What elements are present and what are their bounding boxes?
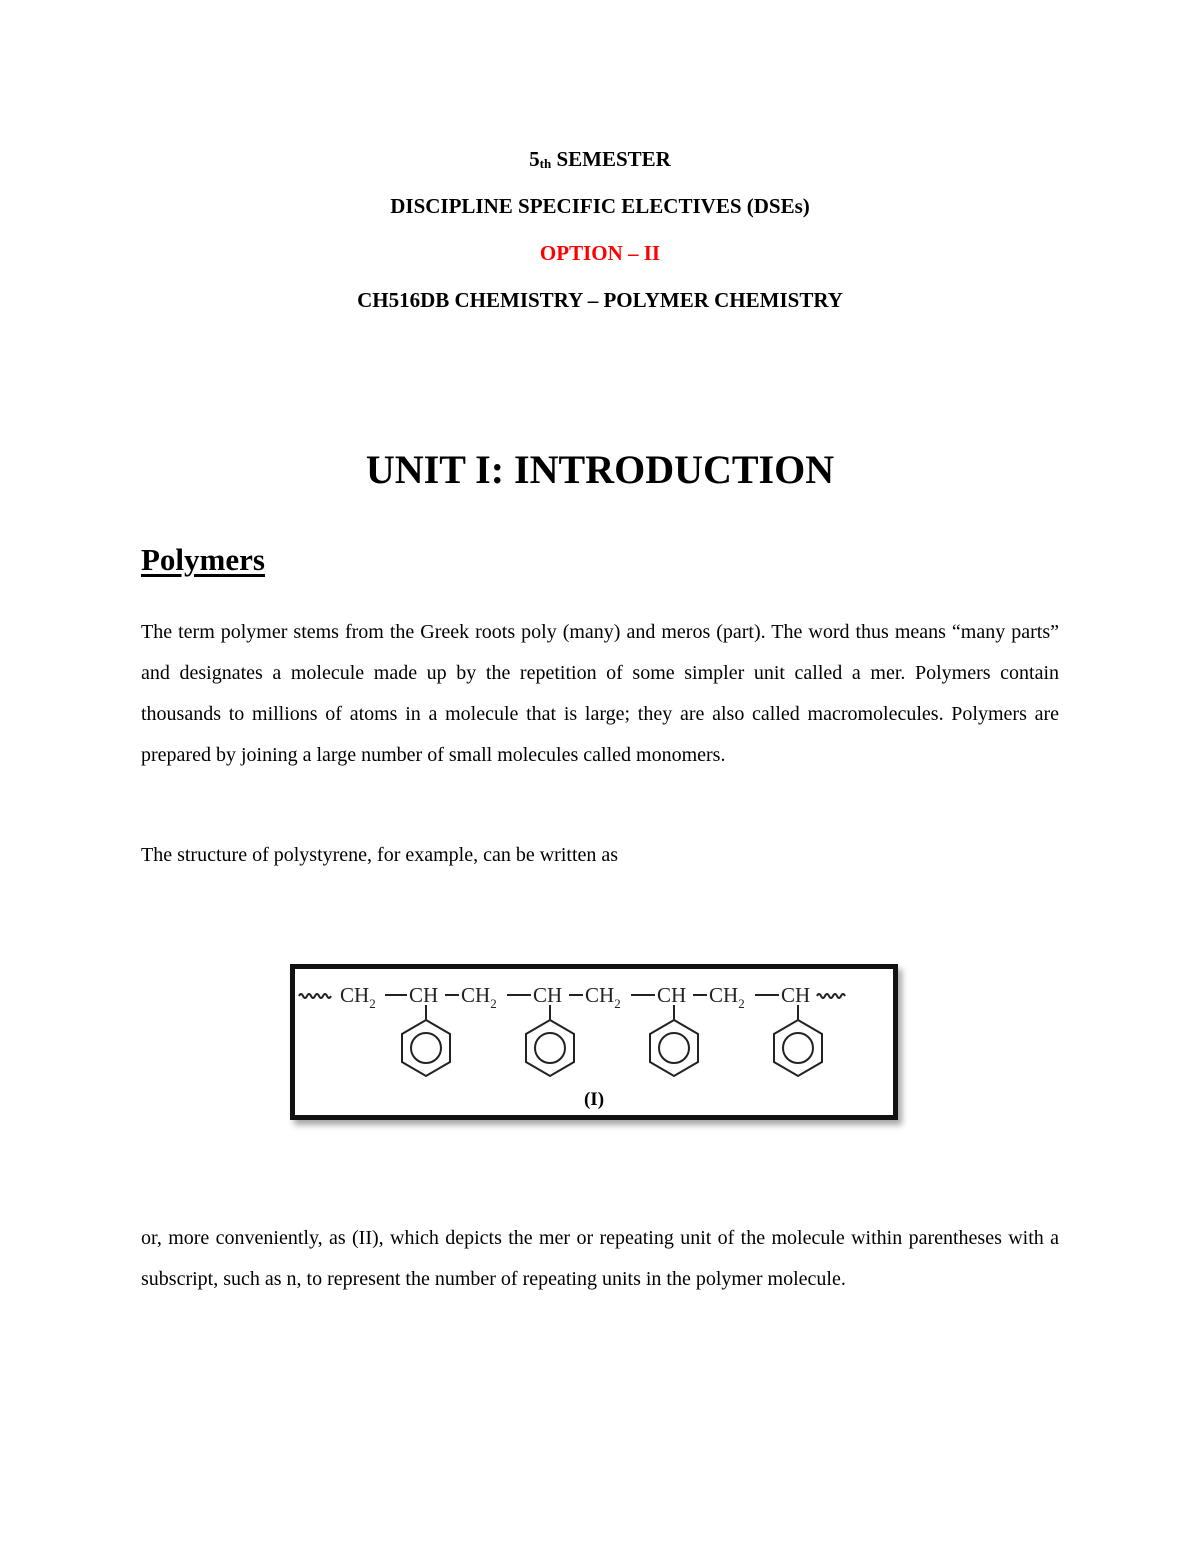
benzene-ring-1 [402, 1005, 450, 1076]
ch2-group-2: $CH_2$ [461, 983, 497, 1011]
ch-group-2: CH [533, 983, 563, 1007]
electives-heading: DISCIPLINE SPECIFIC ELECTIVES (DSEs) [390, 194, 810, 218]
paragraph-polystyrene-intro: The structure of polystyrene, for example, can be written as [141, 844, 619, 866]
paragraph-definition: The term polymer stems from the Greek roots poly (many) and meros (part). The word thus means “many parts” and designates a molecule made up by the repetition of some simpler unit called a mer. Polymers contain thousands to millions of atoms in a molecule that is large; they are also called macromolecules. Polymers are prepared by joining a large number of small molecules called monomers. [141, 621, 1059, 766]
ch-group-1: CH [409, 983, 439, 1007]
benzene-ring-3 [650, 1005, 698, 1076]
figure-label: (I) [583, 1089, 605, 1110]
ch2-group-1: $CH_2$ [340, 983, 376, 1011]
benzene-ring-4 [774, 1005, 822, 1076]
chain-end-wavy-right [817, 994, 845, 998]
paragraph-repeating-unit: or, more conveniently, as (II), which depicts the mer or repeating unit of the molecule within parentheses with a subscript, such as n, to represent the number of repeating units in the polymer molecule. [141, 1227, 1059, 1290]
ch-group-4: CH [781, 983, 811, 1007]
ch2-group-4: $CH_2$ [709, 983, 745, 1011]
benzene-ring-2 [526, 1005, 574, 1076]
section-heading-polymers: Polymers [141, 542, 265, 577]
semester-suffix: th [539, 156, 552, 171]
chain-end-wavy-left [299, 994, 331, 998]
course-heading: CH516DB CHEMISTRY – POLYMER CHEMISTRY [357, 288, 843, 312]
semester-number: 5 [529, 147, 540, 171]
ch2-group-3: $CH_2$ [585, 983, 621, 1011]
unit-title: UNIT I: INTRODUCTION [365, 447, 835, 492]
polystyrene-structure-figure [290, 964, 898, 1120]
semester-word: SEMESTER [551, 147, 671, 171]
ch-group-3: CH [657, 983, 687, 1007]
option-heading: OPTION – II [539, 241, 661, 265]
semester-heading [0, 146, 1200, 177]
